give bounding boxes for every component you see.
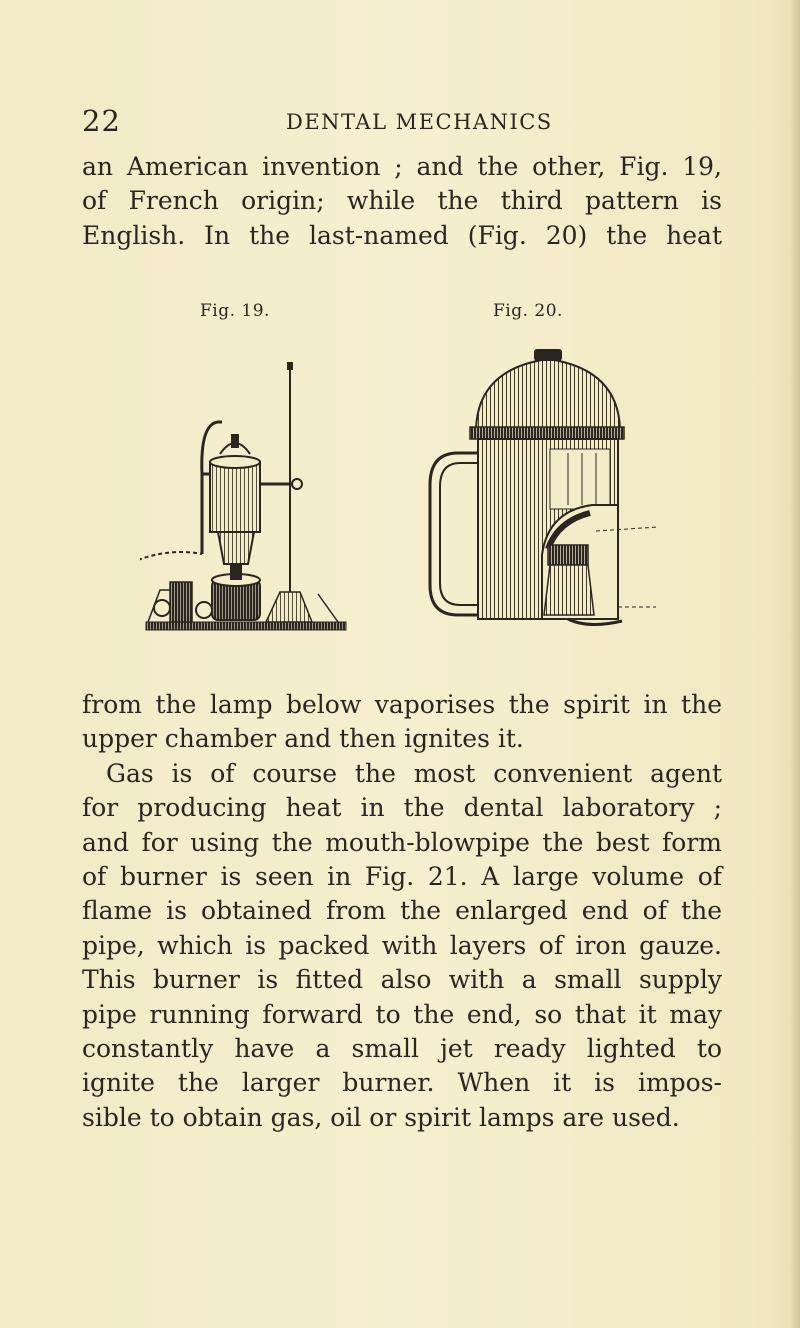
page-number: 22 — [82, 104, 121, 138]
text-line: constantly have a small jet ready lighted to — [82, 1034, 722, 1064]
text-line: for producing heat in the dental laboratory ; — [82, 793, 722, 823]
text-line: upper chamber and then ignites it. — [82, 724, 524, 754]
text-line: ignite the larger burner. When it is impos- — [82, 1068, 722, 1098]
running-title: DENTAL MECHANICS — [286, 110, 553, 134]
figure-20-illustration — [418, 345, 658, 637]
text-line: from the lamp below vaporises the spirit in the — [82, 690, 722, 719]
text-line: pipe, which is packed with layers of iron gauze. — [82, 930, 722, 960]
text-line: English. In the last-named (Fig. 20) the heat — [82, 220, 722, 250]
text-line: pipe running forward to the end, so that it may — [82, 999, 722, 1029]
text-line: of French origin; while the third pattern is — [82, 186, 722, 216]
page-edge-shadow — [790, 0, 800, 1328]
text-line: of burner is seen in Fig. 21. A large volume of — [82, 862, 722, 892]
text-line: Gas is of course the most convenient agent — [106, 758, 722, 788]
text-line: an American invention ; and the other, Fig. 19, — [82, 152, 722, 181]
figure-19-illustration — [140, 354, 355, 634]
figure-19-caption: Fig. 19. — [200, 301, 270, 321]
figure-20-caption: Fig. 20. — [493, 301, 563, 321]
page-header — [82, 104, 722, 144]
text-line: This burner is fitted also with a small supply — [82, 965, 722, 995]
text-line: flame is obtained from the enlarged end of the — [82, 896, 722, 926]
paragraph-1 — [82, 150, 722, 253]
text-line: sible to obtain gas, oil or spirit lamps are used. — [82, 1102, 680, 1132]
text-line: and for using the mouth-blowpipe the best form — [82, 827, 722, 857]
paragraph-2 — [82, 688, 722, 1135]
